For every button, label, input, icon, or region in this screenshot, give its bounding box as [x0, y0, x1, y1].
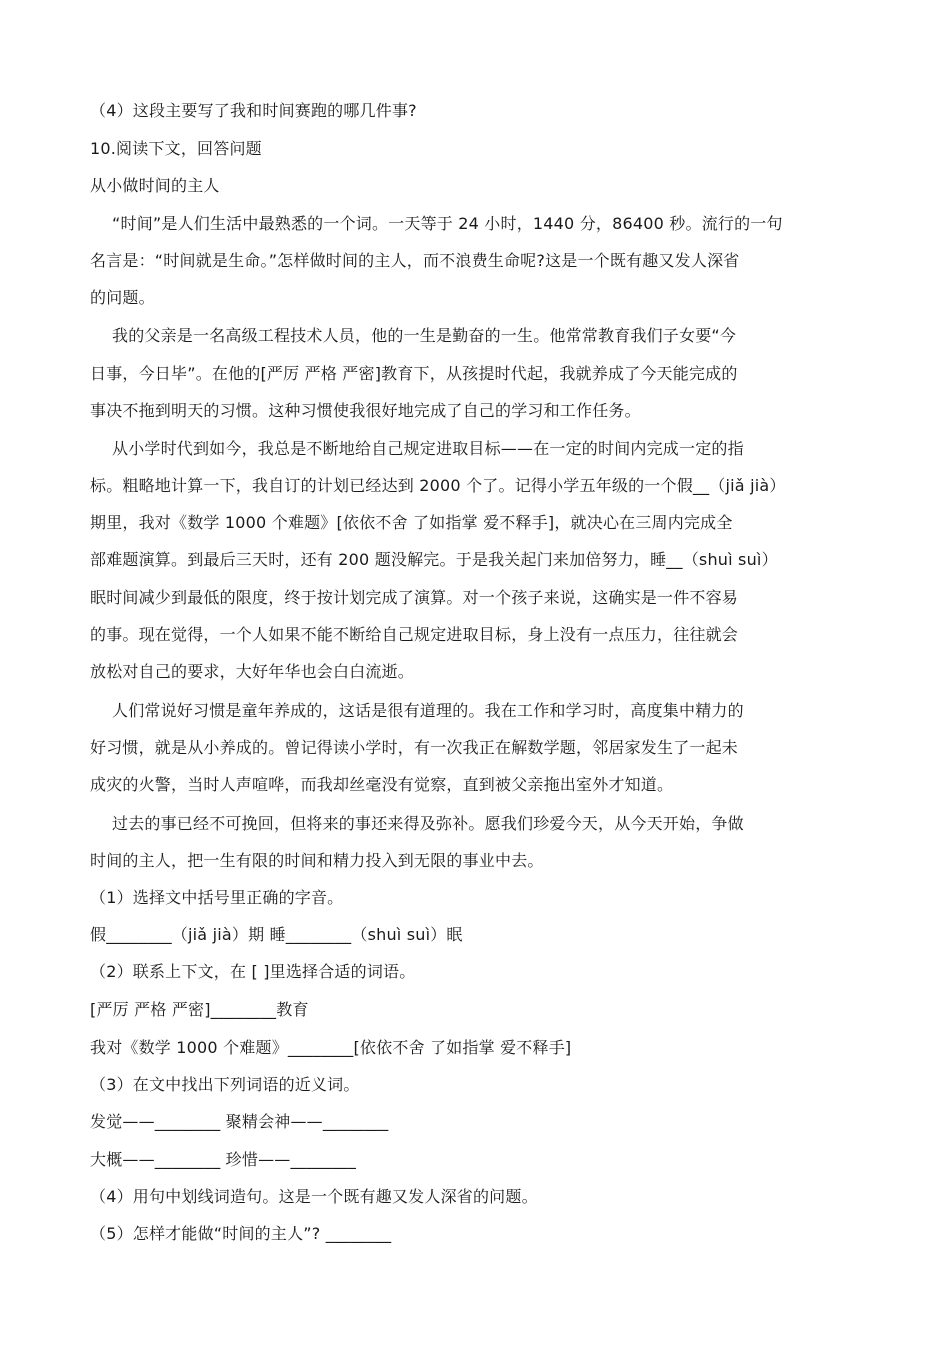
question-4-prev: （4）这段主要写了我和时间赛跑的哪几件事? [90, 101, 417, 120]
paragraph-line: 从小学时代到如今，我总是不断地给自己规定进取目标——在一定的时间内完成一定的指 [112, 439, 744, 458]
question-2: （2）联系上下文，在 [ ]里选择合适的词语。 [90, 962, 416, 981]
question-2-answer-b[interactable]: 我对《数学 1000 个难题》________[依依不舍 了如指掌 爱不释手] [90, 1038, 572, 1057]
question-1-answer[interactable]: 假________（jiǎ jià）期 睡________（shuì suì）眠 [90, 925, 463, 944]
paragraph-line: 日事，今日毕”。在他的[严厉 严格 严密]教育下，从孩提时代起，我就养成了今天能完成的 [90, 364, 738, 383]
question-4: （4）用句中划线词造句。这是一个既有趣又发人深省的问题。 [90, 1187, 538, 1206]
question-2-answer-a[interactable]: [严厉 严格 严密]________教育 [90, 1000, 309, 1019]
paragraph-line: 的事。现在觉得，一个人如果不能不断给自己规定进取目标，身上没有一点压力，往往就会 [90, 625, 739, 644]
paragraph-line: 我的父亲是一名高级工程技术人员，他的一生是勤奋的一生。他常常教育我们子女要“今 [112, 326, 737, 345]
paragraph-line: 的问题。 [90, 288, 155, 307]
paragraph-line: 期里，我对《数学 1000 个难题》[依依不舍 了如指掌 爱不释手]，就决心在三周内完成全 [90, 513, 733, 532]
paragraph-line: 好习惯，就是从小养成的。曾记得读小学时，有一次我正在解数学题，邻居家发生了一起未 [90, 738, 739, 757]
paragraph-line: 眠时间减少到最低的限度，终于按计划完成了演算。对一个孩子来说，这确实是一件不容易 [90, 588, 739, 607]
paragraph-line: 时间的主人，把一生有限的时间和精力投入到无限的事业中去。 [90, 851, 544, 870]
question-3-answer-b[interactable]: 大概——________ 珍惜——________ [90, 1150, 357, 1169]
paragraph-line: 名言是：“时间就是生命。”怎样做时间的主人，而不浪费生命呢?这是一个既有趣又发人深省 [90, 251, 740, 270]
paragraph-line: 部难题演算。到最后三天时，还有 200 题没解完。于是我关起门来加倍努力，睡__（shuì suì） [90, 550, 778, 569]
paragraph-line: “时间”是人们生活中最熟悉的一个词。一天等于 24 小时，1440 分，86400 秒。流行的一句 [112, 214, 783, 233]
paragraph-line: 标。粗略地计算一下，我自订的计划已经达到 2000 个了。记得小学五年级的一个假__（jiǎ jià） [90, 476, 786, 495]
paragraph-line: 过去的事已经不可挽回，但将来的事还来得及弥补。愿我们珍爱今天，从今天开始，争做 [112, 814, 744, 833]
section-title: 10.阅读下文，回答问题 [90, 139, 262, 158]
question-3-answer-a[interactable]: 发觉——________ 聚精会神——________ [90, 1112, 389, 1131]
paragraph-line: 成灾的火警，当时人声喧哗，而我却丝毫没有觉察，直到被父亲拖出室外才知道。 [90, 775, 674, 794]
question-3: （3）在文中找出下列词语的近义词。 [90, 1075, 360, 1094]
question-1: （1）选择文中括号里正确的字音。 [90, 888, 344, 907]
question-5[interactable]: （5）怎样才能做“时间的主人”? ________ [90, 1224, 392, 1243]
paragraph-line: 放松对自己的要求，大好年华也会白白流逝。 [90, 662, 415, 681]
paragraph-line: 人们常说好习惯是童年养成的，这话是很有道理的。我在工作和学习时，高度集中精力的 [112, 701, 744, 720]
article-title: 从小做时间的主人 [90, 176, 220, 195]
paragraph-line: 事决不拖到明天的习惯。这种习惯使我很好地完成了自己的学习和工作任务。 [90, 401, 641, 420]
